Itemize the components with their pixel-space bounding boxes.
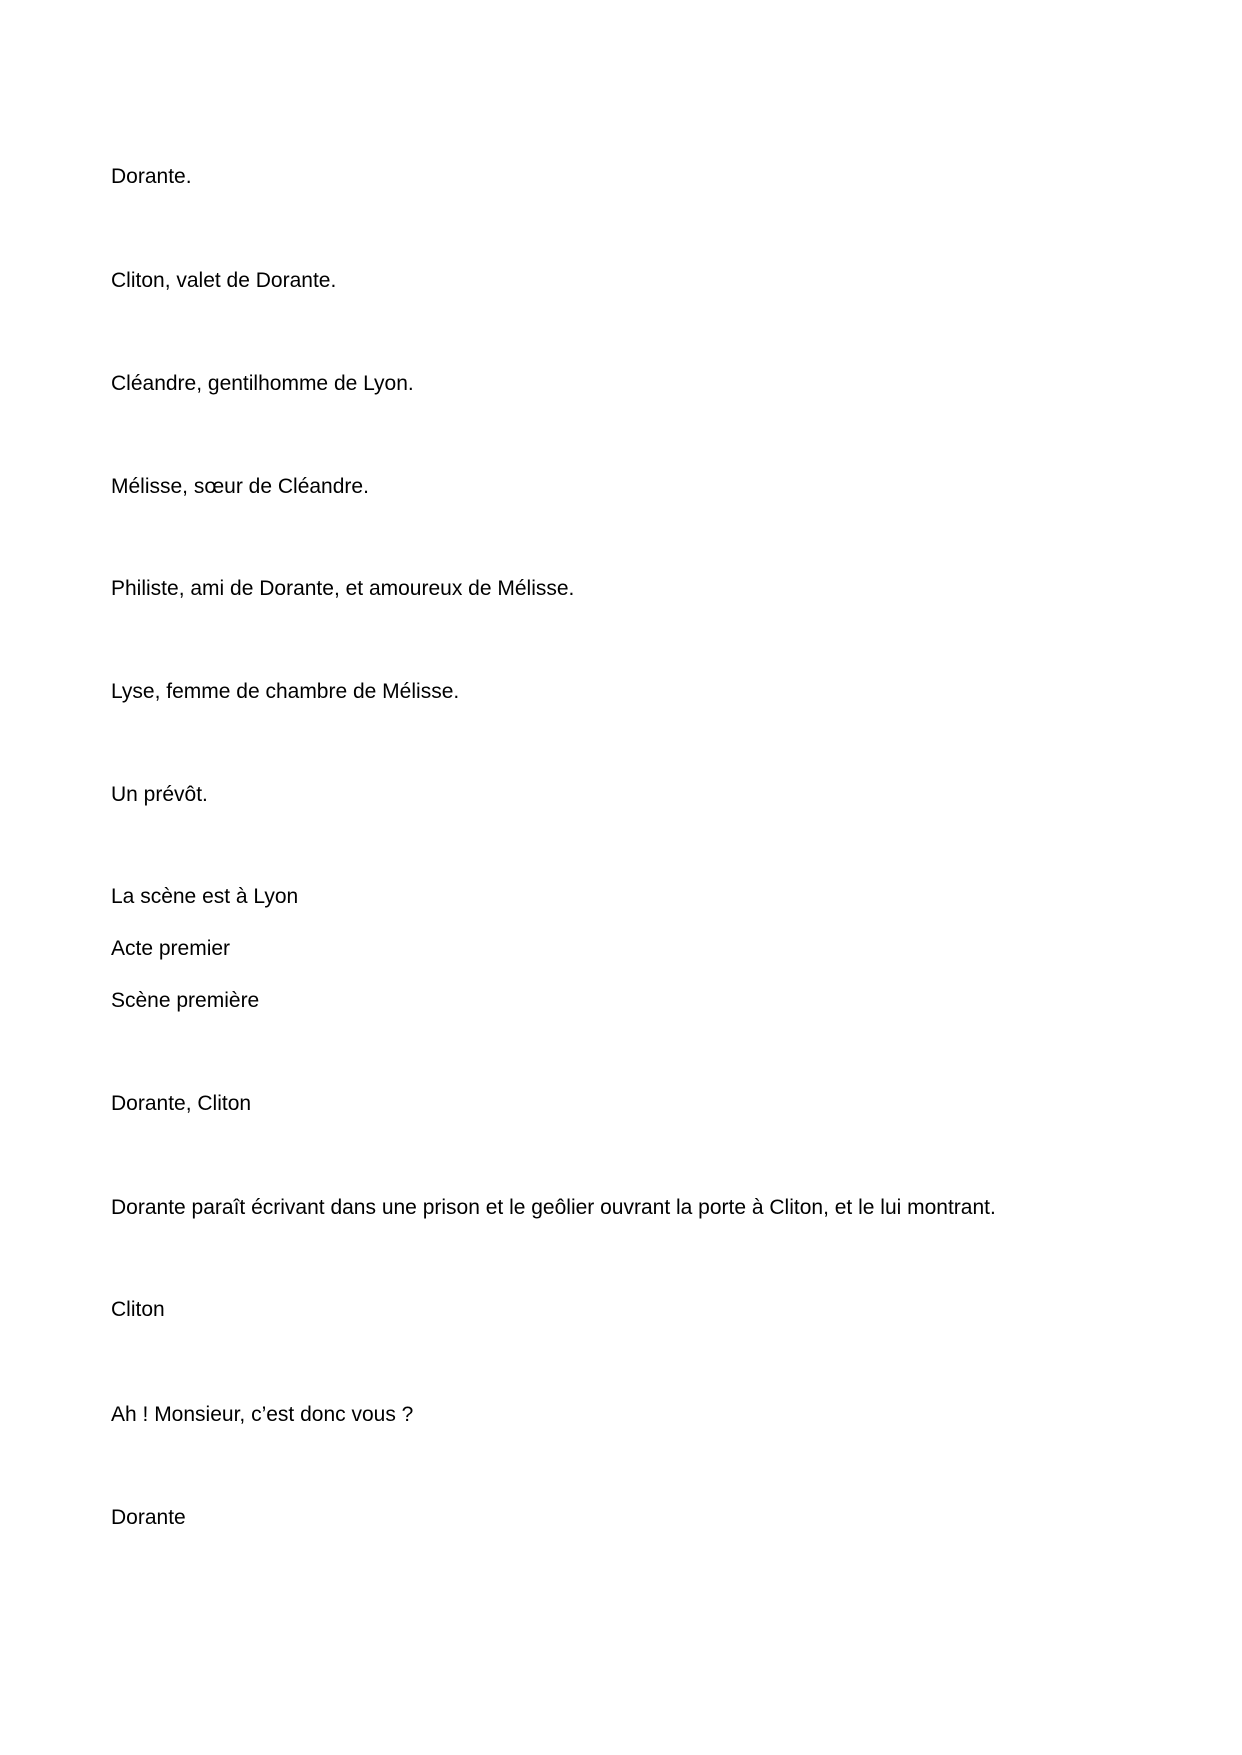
scene-heading: Scène première (111, 989, 260, 1012)
dialogue-line: Ah ! Monsieur, c’est donc vous ? (111, 1403, 414, 1426)
speaker-name: Cliton (111, 1298, 165, 1321)
character-lyse: Lyse, femme de chambre de Mélisse. (111, 680, 460, 703)
character-philiste: Philiste, ami de Dorante, et amoureux de Mélisse. (111, 577, 575, 600)
speaker-name: Dorante (111, 1506, 186, 1529)
character-prevot: Un prévôt. (111, 783, 208, 806)
character-dorante: Dorante. (111, 165, 192, 188)
character-cleandre: Cléandre, gentilhomme de Lyon. (111, 372, 414, 395)
scene-characters: Dorante, Cliton (111, 1092, 252, 1115)
act-heading: Acte premier (111, 937, 231, 960)
stage-direction: Dorante paraît écrivant dans une prison et le geôlier ouvrant la porte à Cliton, et le lui montrant. (111, 1196, 996, 1219)
setting-line: La scène est à Lyon (111, 885, 299, 908)
character-cliton: Cliton, valet de Dorante. (111, 269, 337, 292)
character-melisse: Mélisse, sœur de Cléandre. (111, 475, 369, 498)
